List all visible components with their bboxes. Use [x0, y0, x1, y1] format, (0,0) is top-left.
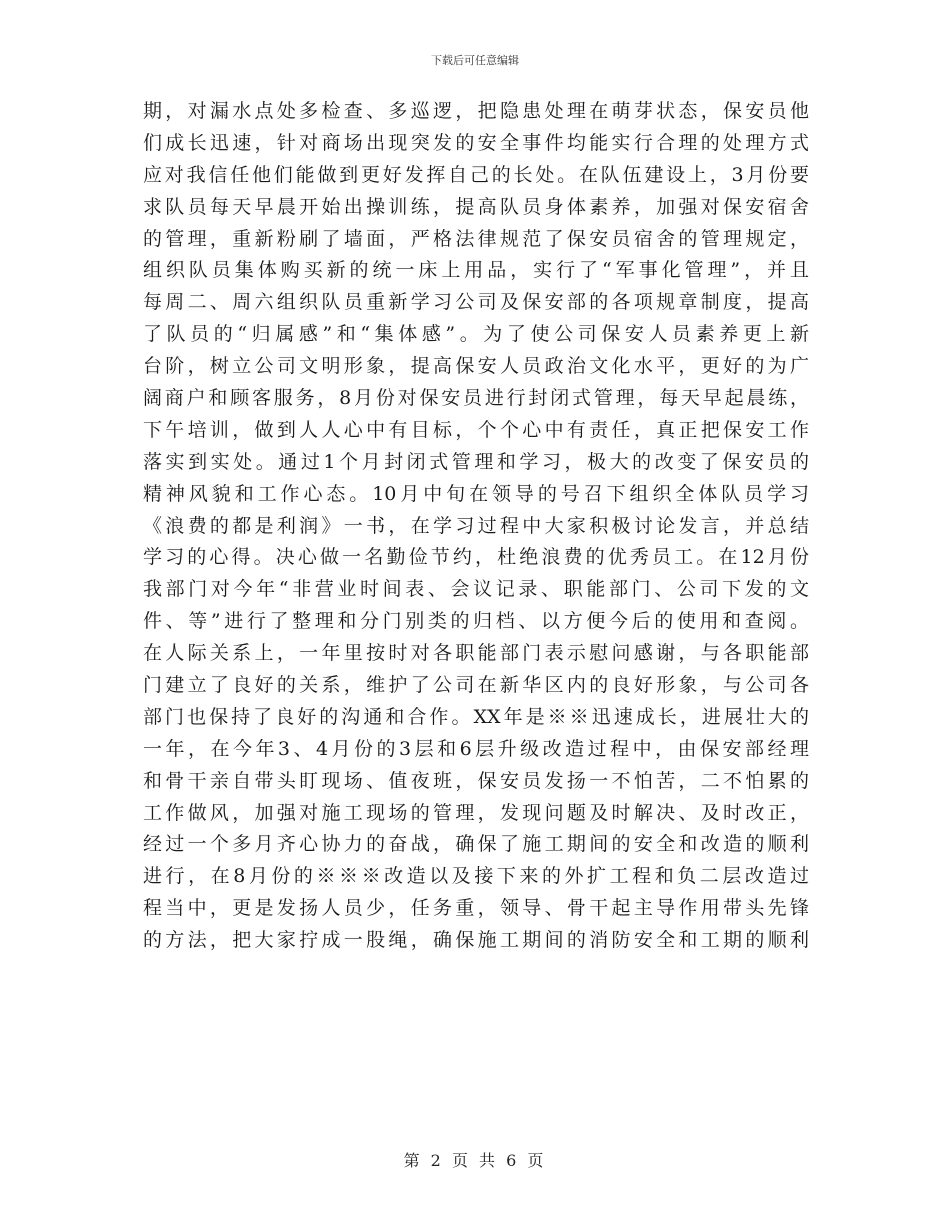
text-line: 阔商户和顾客服务，8月份对保安员进行封闭式管理，每天早起晨练， [143, 387, 809, 410]
text-line: 经过一个多月齐心协力的奋战，确保了施工期间的安全和改造的顺利 [143, 833, 809, 856]
text-line: 下午培训，做到人人心中有目标，个个心中有责任，真正把保安工作 [143, 418, 809, 441]
text-line: 的管理，重新粉刷了墙面，严格法律规范了保安员宿舍的管理规定， [143, 227, 809, 250]
text-line: 的方法，把大家拧成一股绳，确保施工期间的消防安全和工期的顺利 [143, 929, 809, 952]
text-line: 期，对漏水点处多检查、多巡逻，把隐患处理在萌芽状态，保安员他 [143, 100, 809, 122]
text-line: 门建立了良好的关系，维护了公司在新华区内的良好形象，与公司各 [143, 674, 809, 697]
text-line: 台阶，树立公司文明形象，提高保安人员政治文化水平，更好的为广 [143, 355, 809, 378]
text-line: 组织队员集体购买新的统一床上用品，实行了“军事化管理”，并且 [143, 259, 809, 282]
text-line: 进行，在8月份的※※※改造以及接下来的外扩工程和负二层改造过 [143, 865, 809, 888]
text-line: 学习的心得。决心做一名勤俭节约，杜绝浪费的优秀员工。在12月份 [143, 546, 809, 569]
text-line: 我部门对今年“非营业时间表、会议记录、职能部门、公司下发的文 [143, 578, 809, 601]
text-line: 精神风貌和工作心态。10月中旬在领导的号召下组织全体队员学习 [143, 482, 809, 505]
text-line: 和骨干亲自带头盯现场、值夜班，保安员发扬一不怕苦，二不怕累的 [143, 769, 809, 792]
text-line: 了队员的“归属感”和“集体感”。为了使公司保安人员素养更上新 [143, 323, 809, 346]
text-line: 求队员每天早晨开始出操训练，提高队员身体素养，加强对保安宿舍 [143, 195, 809, 218]
page-header-note: 下载后可任意编辑 [431, 54, 519, 67]
text-line: 们成长迅速，针对商场出现突发的安全事件均能实行合理的处理方式 [143, 131, 809, 154]
text-line: 落实到实处。通过1个月封闭式管理和学习，极大的改变了保安员的 [143, 450, 809, 473]
text-line: 《浪费的都是利润》一书，在学习过程中大家积极讨论发言，并总结 [143, 514, 809, 537]
text-line: 在人际关系上，一年里按时对各职能部门表示慰问感谢，与各职能部 [143, 642, 809, 665]
page-number: 第 2 页 共 6 页 [403, 1151, 547, 1170]
text-line: 一年，在今年3、4月份的3层和6层升级改造过程中，由保安部经理 [143, 737, 809, 760]
text-line: 程当中，更是发扬人员少，任务重，领导、骨干起主导作用带头先锋 [143, 897, 809, 920]
text-line: 部门也保持了良好的沟通和合作。XX年是※※迅速成长，进展壮大的 [143, 705, 809, 728]
document-body [143, 96, 809, 957]
text-line: 工作做风，加强对施工现场的管理，发现问题及时解决、及时改正， [143, 801, 809, 824]
text-line: 件、等”进行了整理和分门别类的归档、以方便今后的使用和查阅。 [143, 610, 809, 633]
text-line: 应对我信任他们能做到更好发挥自己的长处。在队伍建设上，3月份要 [143, 163, 809, 186]
text-line: 每周二、周六组织队员重新学习公司及保安部的各项规章制度，提高 [143, 291, 809, 314]
